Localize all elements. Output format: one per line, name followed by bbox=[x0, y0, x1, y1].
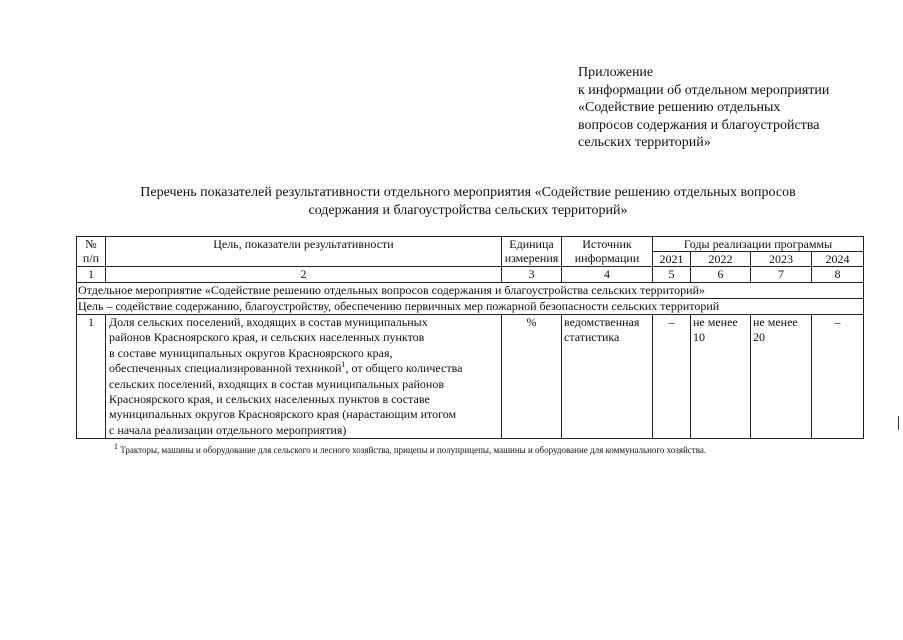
column-number: 5 bbox=[653, 267, 691, 283]
header-unit: Единица измерения bbox=[502, 237, 562, 267]
footnote-mark: 1 bbox=[114, 442, 118, 451]
scan-edge-mark bbox=[898, 416, 899, 430]
indicator-2023: не менее 20 bbox=[751, 315, 812, 439]
footnote-text: Тракторы, машины и оборудование для сельского и лесного хозяйства, прицепы и полуприцепы, машины и оборудование для коммунального хозяйства. bbox=[118, 445, 707, 455]
title-line-1: Перечень показателей результативности отдельного мероприятия «Содействие решению отдельных вопросов bbox=[140, 185, 796, 200]
appendix-line: к информации об отдельном мероприятии bbox=[578, 82, 830, 98]
column-number: 4 bbox=[562, 267, 653, 283]
column-numbers-row bbox=[77, 267, 864, 283]
indicator-row bbox=[77, 315, 864, 439]
column-number: 7 bbox=[751, 267, 812, 283]
footnote bbox=[114, 444, 874, 456]
header-year-2023: 2023 bbox=[751, 252, 812, 267]
goal-row-text: Цель – содействие содержанию, благоустройству, обеспечению первичных мер пожарной безопасности сельских территорий bbox=[77, 299, 864, 315]
indicator-2021: – bbox=[653, 315, 691, 439]
column-number: 1 bbox=[77, 267, 106, 283]
event-row-text: Отдельное мероприятие «Содействие решению отдельных вопросов содержания и благоустройства сельских территорий» bbox=[77, 283, 864, 299]
indicator-unit: % bbox=[502, 315, 562, 439]
indicator-description: Доля сельских поселений, входящих в состав муниципальных районов Красноярского края, и сельских населенных пунктов в составе муниципальных округов Красноярского края, обеспеченных специализированной техникой$^1$, от общего количества сельских поселений, входящих в состав муниципальных районов Красноярского края, и сельских населенных пунктов в составе муниципальных округов Красноярского края (нарастающим итогом с начала реализации отдельного мероприятия) bbox=[106, 315, 502, 439]
header-year-2024: 2024 bbox=[812, 252, 864, 267]
header-num: № п/п bbox=[77, 237, 106, 267]
indicator-source: ведомственная статистика bbox=[562, 315, 653, 439]
column-number: 2 bbox=[106, 267, 502, 283]
indicator-2022: не менее 10 bbox=[691, 315, 751, 439]
indicators-table bbox=[76, 236, 864, 439]
goal-row bbox=[77, 299, 864, 315]
column-number: 6 bbox=[691, 267, 751, 283]
appendix-line: «Содействие решению отдельных bbox=[578, 100, 781, 115]
appendix-line: вопросов содержания и благоустройства bbox=[578, 117, 820, 133]
document-title bbox=[70, 184, 866, 220]
event-row bbox=[77, 283, 864, 299]
column-number: 8 bbox=[812, 267, 864, 283]
header-years-title: Годы реализации программы bbox=[653, 237, 864, 252]
header-row-1 bbox=[77, 237, 864, 252]
footnote-ref: 1 bbox=[341, 360, 346, 370]
appendix-line: сельских территорий» bbox=[578, 135, 711, 150]
title-line-2: содержания и благоустройства сельских территорий» bbox=[308, 203, 628, 218]
indicator-2024: – bbox=[812, 315, 864, 439]
indicator-num: 1 bbox=[77, 315, 106, 439]
appendix-line: Приложение bbox=[578, 65, 654, 80]
header-source: Источник информации bbox=[562, 237, 653, 267]
appendix-block bbox=[578, 64, 878, 152]
header-goal: Цель, показатели результативности bbox=[106, 237, 502, 267]
header-year-2021: 2021 bbox=[653, 252, 691, 267]
column-number: 3 bbox=[502, 267, 562, 283]
header-year-2022: 2022 bbox=[691, 252, 751, 267]
